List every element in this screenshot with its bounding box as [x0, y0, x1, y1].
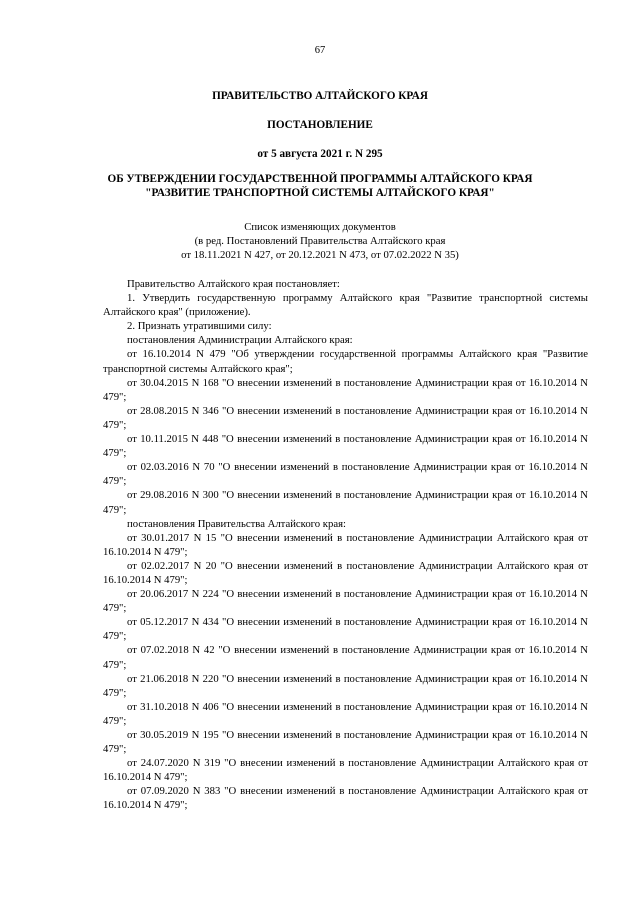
- body-paragraph: от 16.10.2014 N 479 "Об утверждении государственной программы Алтайского края "Развитие транспортной системы Алтайского края";: [103, 348, 588, 375]
- document-body: [103, 277, 588, 813]
- document-date-number: от 5 августа 2021 г. N 295: [257, 148, 383, 160]
- body-paragraph: от 02.02.2017 N 20 "О внесении изменений в постановление Администрации Алтайского края от 16.10.2014 N 479";: [103, 559, 588, 586]
- body-paragraph: от 20.06.2017 N 224 "О внесении изменений в постановление Администрации края от 16.10.2014 N 479";: [103, 588, 588, 615]
- document-title-line: ОБ УТВЕРЖДЕНИИ ГОСУДАРСТВЕННОЙ ПРОГРАММЫ АЛТАЙСКОГО КРАЯ: [107, 173, 533, 185]
- body-paragraph: постановления Правительства Алтайского края:: [127, 517, 346, 530]
- amendments-line: (в ред. Постановлений Правительства Алтайского края: [194, 235, 446, 248]
- body-paragraph: от 02.03.2016 N 70 "О внесении изменений в постановление Администрации края от 16.10.2014 N 479";: [103, 461, 588, 488]
- amendments-line: от 18.11.2021 N 427, от 20.12.2021 N 473, от 07.02.2022 N 35): [181, 249, 459, 262]
- body-paragraph: от 30.01.2017 N 15 "О внесении изменений в постановление Администрации Алтайского края от 16.10.2014 N 479";: [103, 531, 588, 558]
- document-title-line: "РАЗВИТИЕ ТРАНСПОРТНОЙ СИСТЕМЫ АЛТАЙСКОГО КРАЯ": [145, 187, 495, 199]
- amendments-block: [0, 220, 640, 263]
- body-paragraph: от 21.06.2018 N 220 "О внесении изменений в постановление Администрации края от 16.10.2014 N 479";: [103, 672, 588, 699]
- issuing-authority: ПРАВИТЕЛЬСТВО АЛТАЙСКОГО КРАЯ: [212, 90, 428, 102]
- document-title: [0, 172, 640, 200]
- amendments-caption: Список изменяющих документов: [244, 221, 396, 233]
- document-type: ПОСТАНОВЛЕНИЕ: [267, 119, 373, 131]
- body-paragraph: от 30.04.2015 N 168 "О внесении изменений в постановление Администрации края от 16.10.2014 N 479";: [103, 376, 588, 403]
- body-paragraph: от 28.08.2015 N 346 "О внесении изменений в постановление Администрации края от 16.10.2014 N 479";: [103, 404, 588, 431]
- body-paragraph: от 29.08.2016 N 300 "О внесении изменений в постановление Администрации края от 16.10.2014 N 479";: [103, 489, 588, 516]
- body-paragraph: от 07.09.2020 N 383 "О внесении изменений в постановление Администрации Алтайского края от 16.10.2014 N 479";: [103, 785, 588, 812]
- body-paragraph: от 31.10.2018 N 406 "О внесении изменений в постановление Администрации края от 16.10.2014 N 479";: [103, 700, 588, 727]
- body-paragraph: от 07.02.2018 N 42 "О внесении изменений в постановление Администрации края от 16.10.2014 N 479";: [103, 644, 588, 671]
- body-paragraph: от 30.05.2019 N 195 "О внесении изменений в постановление Администрации края от 16.10.2014 N 479";: [103, 729, 588, 756]
- body-paragraph: постановления Администрации Алтайского края:: [127, 334, 353, 347]
- body-paragraph: 2. Признать утратившими силу:: [127, 320, 272, 333]
- body-paragraph: от 10.11.2015 N 448 "О внесении изменений в постановление Администрации края от 16.10.2014 N 479";: [103, 433, 588, 460]
- page-number: 67: [314, 45, 326, 56]
- body-paragraph: Правительство Алтайского края постановляет:: [127, 278, 340, 290]
- body-paragraph: от 05.12.2017 N 434 "О внесении изменений в постановление Администрации края от 16.10.2014 N 479";: [103, 616, 588, 643]
- body-paragraph: 1. Утвердить государственную программу Алтайского края "Развитие транспортной системы Алтайского края" (приложение).: [103, 292, 588, 319]
- body-paragraph: от 24.07.2020 N 319 "О внесении изменений в постановление Администрации Алтайского края от 16.10.2014 N 479";: [103, 757, 588, 784]
